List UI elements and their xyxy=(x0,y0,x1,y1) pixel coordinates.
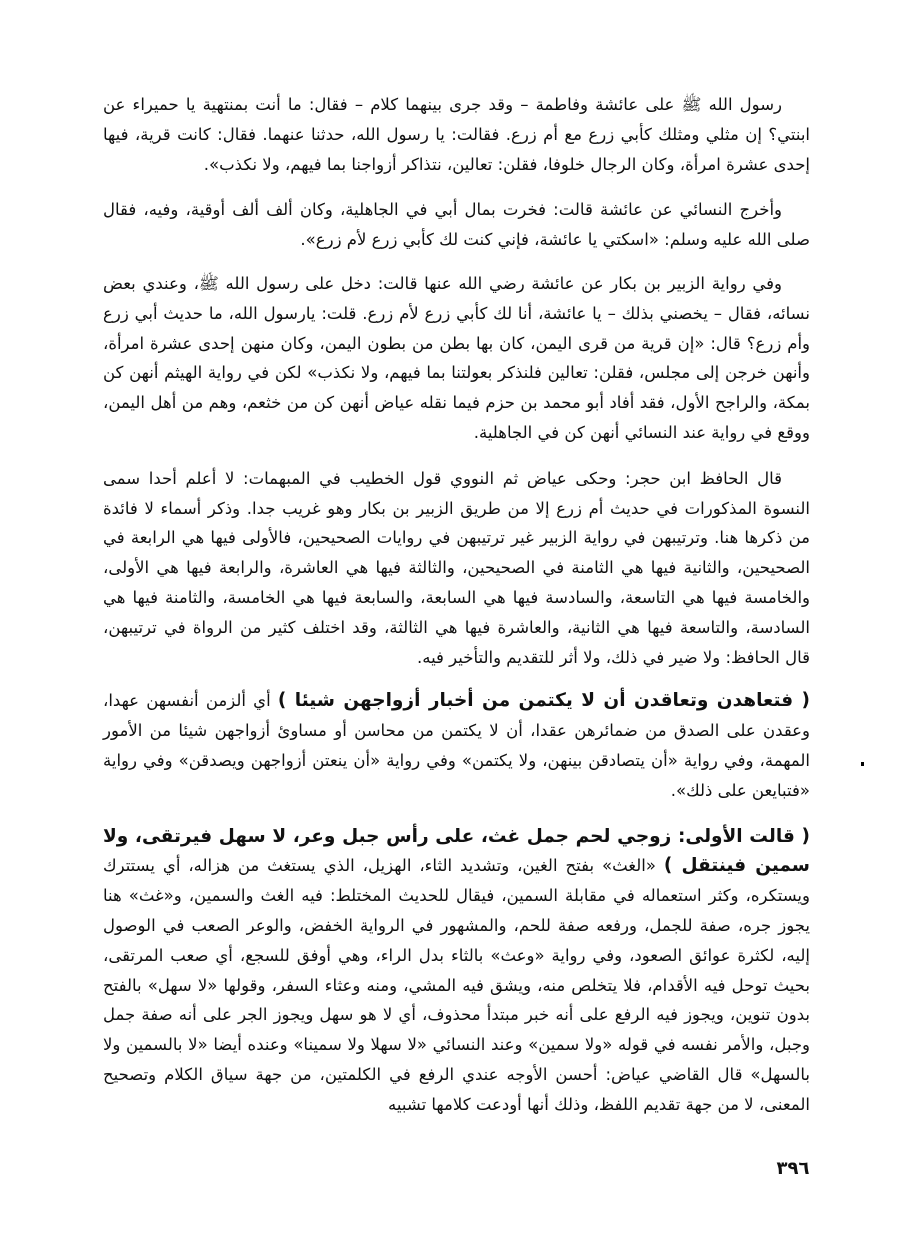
paragraph-text: «الغث» بفتح الغين، وتشديد الثاء، الهزيل، الذي يستغث من هزاله، أي يستترك ويستكره، وكثر استعماله في مقابلة السمين، فيقال للحديث المختلط: فيه الغث والسمين، و«غث» هنا يجوز جره، صفة للجمل، ورفعه صفة للحم، والمشهور في الرواية الخفض، والوعر الصعب في الوصول إليه، لكثرة عوائق الصعود، وفي رواية «وعث» بالثاء بدل الراء، وهي أوفق للسجع، أي صعب المرتقى، بحيث توحل فيه الأقدام، فلا يتخلص منه، ويشق فيه المشي، ومنه وعثاء السفر، وقولها «لا سهل» بالفتح بدون تنوين، ويجوز فيه الرفع على أنه خبر مبتدأ محذوف، أي لا هو سهل ويجوز الجر على أنه صفة جمل وجبل، والأمر نفسه في قوله «ولا سمين» وعند النسائي «لا سهلا ولا سمينا» وعنده أيضا «لا بالسمين ولا بالسهل» قال القاضي عياض: أحسن الأوجه عندي الرفع في الكلمتين، من جهة سياق الكلام وتصحيح المعنى، لا من جهة تقديم اللفظ، وذلك أنها أودعت كلامها تشبيه xyxy=(103,856,810,1114)
paragraph-text: وأخرج النسائي عن عائشة قالت: فخرت بمال أبي في الجاهلية، وكان ألف ألف أوقية، وفيه، فقال صلى الله عليه وسلم: «اسكتي يا عائشة، فإني كنت لك كأبي زرع لأم زرع». xyxy=(103,200,810,250)
paragraph-gap xyxy=(103,448,810,464)
paragraph-gap xyxy=(103,255,810,269)
hadith-quote-heading: ( قالت الأولى: زوجي لحم جمل غث، على رأس جبل وعر، لا سهل فيرتقى، ولا سمين فينتقل ) xyxy=(103,825,810,877)
paragraph-gap xyxy=(103,806,810,822)
paragraph-gap xyxy=(103,672,810,686)
paragraph-text: أي ألزمن أنفسهن عهدا، وعقدن على الصدق من ضمائرهن عقدا، أن لا يكتمن من محاسن أو مساوئ أزواجهن شيئا من الأمور المهمة، وفي رواية «أن يتصادقن بينهن، ولا يكتمن» وفي رواية «أن ينعتن أزواجهن ويصدقن» وفي رواية «فتبايعن على ذلك». xyxy=(103,691,810,800)
paragraph-4 xyxy=(103,464,810,673)
page-body xyxy=(103,90,810,1120)
paragraph-gap xyxy=(103,179,810,195)
paragraph-5 xyxy=(103,686,810,805)
paragraph-text: وفي رواية الزبير بن بكار عن عائشة رضي الله عنها قالت: دخل على رسول الله ﷺ، وعندي بعض نسائه، فقال – يخصني بذلك – يا عائشة، أنا لك كأبي زرع لأم زرع. قلت: يارسول الله، ما حديث أبي زرع وأم زرع؟ قال: «إن قرية من قرى اليمن، كان بها بطن من بطون اليمن، وكان منهن إحدى عشرة امرأة، وأنهن خرجن إلى مجلس، فقلن: تعالين فلنذكر بعولتنا بما فيهم، ولا نكذب» لكن في رواية الهيثم أنهن كن بمكة، والراجح الأول، فقد أفاد أبو محمد بن حزم فيما نقله عياض أنهن كن من خثعم، وهم من أهل اليمن، ووقع في رواية عند النسائي أنهن كن في الجاهلية. xyxy=(103,273,810,442)
margin-mark xyxy=(861,762,864,766)
page-number: ٣٩٦ xyxy=(776,1158,810,1179)
paragraph-6 xyxy=(103,822,810,1120)
paragraph-2 xyxy=(103,195,810,255)
paragraph-text: رسول الله ﷺ على عائشة وفاطمة – وقد جرى بينهما كلام – فقال: ما أنت بمنتهية يا حميراء عن ابنتي؟ إن مثلي ومثلك كأبي زرع مع أم زرع. فقالت: يا رسول الله، حدثنا عنهما. فقال: كانت قرية، فيها إحدى عشرة امرأة، وكان الرجال خلوفا، فقلن: تعالين، نتذاكر أزواجنا بما فيهم، ولا نكذب». xyxy=(103,95,810,174)
paragraph-3 xyxy=(103,269,810,448)
paragraph-1 xyxy=(103,90,810,179)
hadith-quote-heading: ( فتعاهدن وتعاقدن أن لا يكتمن من أخبار أزواجهن شيئا ) xyxy=(277,690,811,712)
paragraph-text: قال الحافظ ابن حجر: وحكى عياض ثم النووي قول الخطيب في المبهمات: لا أعلم أحدا سمى النسوة المذكورات في حديث أم زرع إلا من طريق الزبير بن بكار وهو غريب جدا. وذكر أسماء لا فائدة من ذكرها هنا. وترتيبهن في رواية الزبير غير ترتيبهن في روايات الصحيحين، فالأولى فيها هي الرابعة في الصحيحين، والثانية فيها هي الثامنة في الصحيحين، والثالثة فيها هي العاشرة، والرابعة فيها هي الأولى، والخامسة فيها هي التاسعة، والسادسة فيها هي السابعة، والسابعة فيها هي الخامسة، والثامنة فيها هي السادسة، والتاسعة فيها هي الثانية، والعاشرة فيها هي الثالثة، وقد اختلف كثير من الرواة في ترتيبهن، قال الحافظ: ولا ضير في ذلك، ولا أثر للتقديم والتأخير فيه. xyxy=(103,468,810,667)
